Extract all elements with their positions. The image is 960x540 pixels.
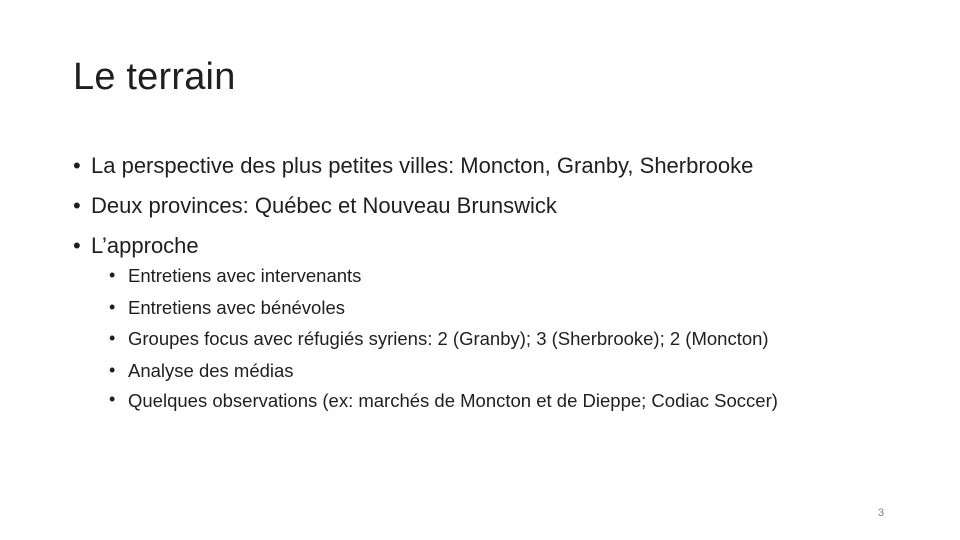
sub-bullet-marker: • <box>109 328 116 348</box>
page-number: 3 <box>878 507 885 519</box>
bullet-marker: • <box>73 193 81 218</box>
sub-bullet-text: Quelques observations (ex: marchés de Moncton et de Dieppe; Codiac Soccer) <box>128 390 778 411</box>
sub-bullet-marker: • <box>109 296 116 317</box>
sub-bullet-item <box>109 260 889 292</box>
bullet-text: La perspective des plus petites villes: Moncton, Granby, Sherbrooke <box>91 153 754 178</box>
sub-bullet-list <box>109 260 889 414</box>
slide-title: Le terrain <box>73 56 236 98</box>
sub-bullet-item <box>109 355 889 387</box>
sub-bullet-text: Entretiens avec bénévoles <box>128 296 345 318</box>
sub-bullet-text: Groupes focus avec réfugiés syriens: 2 (Granby); 3 (Sherbrooke); 2 (Moncton) <box>128 328 769 349</box>
sub-bullet-text: Analyse des médias <box>128 359 294 381</box>
sub-bullet-item <box>109 386 889 414</box>
sub-bullet-item <box>109 323 889 355</box>
sub-bullet-text: Entretiens avec intervenants <box>128 265 362 286</box>
sub-bullet-marker: • <box>109 265 116 285</box>
main-bullet-list <box>73 146 893 266</box>
bullet-item <box>73 186 893 226</box>
bullet-text: L’approche <box>91 233 199 258</box>
bullet-text: Deux provinces: Québec et Nouveau Brunswick <box>91 193 557 218</box>
bullet-item <box>73 146 893 186</box>
sub-bullet-item <box>109 292 889 324</box>
bullet-marker: • <box>73 153 81 178</box>
sub-bullet-marker: • <box>109 359 116 380</box>
sub-bullet-marker: • <box>109 389 116 409</box>
bullet-marker: • <box>73 233 81 258</box>
